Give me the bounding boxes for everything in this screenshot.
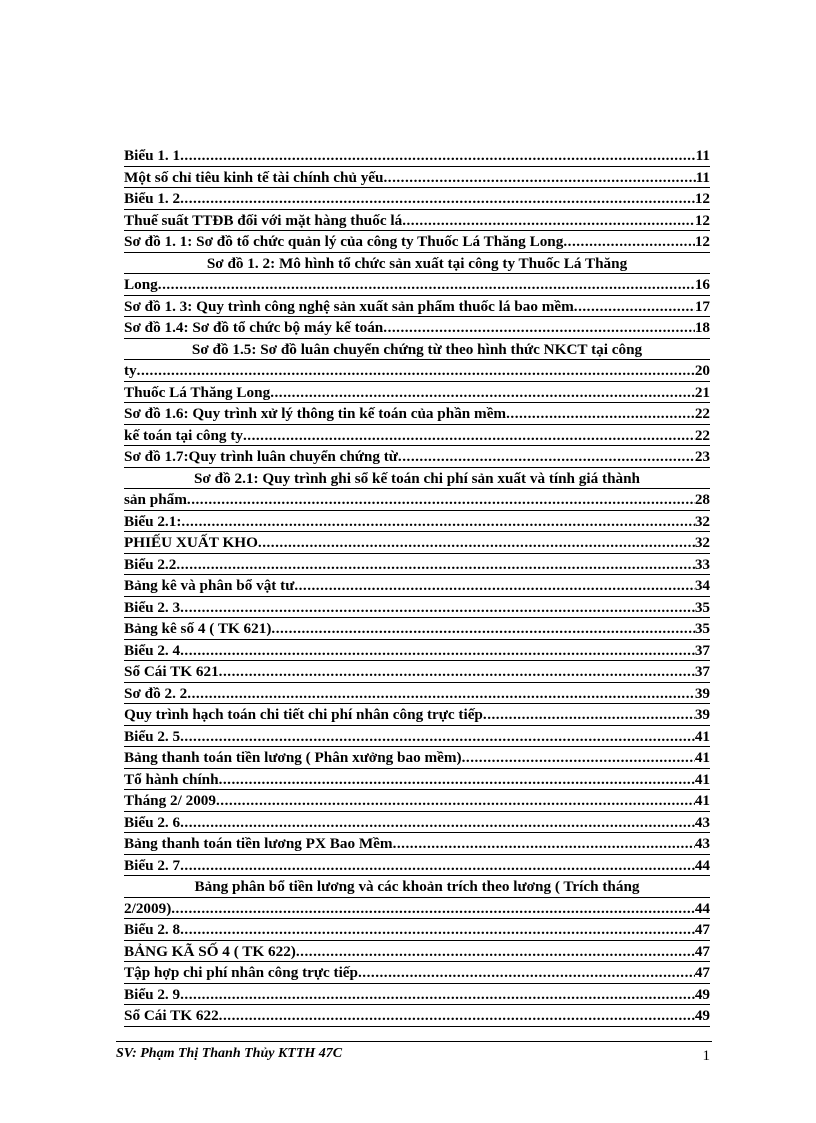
toc-dot-leader bbox=[176, 554, 694, 576]
toc-entry-page: 18 bbox=[694, 319, 710, 336]
toc-entry-page: 20 bbox=[694, 362, 710, 379]
toc-entry[interactable] bbox=[124, 790, 710, 812]
toc-entry-title: Quy trình hạch toán chi tiết chi phí nhân công trực tiếp bbox=[124, 706, 483, 723]
toc-dot-leader bbox=[574, 296, 695, 318]
toc-dot-leader bbox=[180, 597, 695, 619]
toc-entry-page: 11 bbox=[695, 168, 710, 186]
footer-page-number: 1 bbox=[702, 1048, 710, 1064]
toc-entry-page: 12 bbox=[694, 190, 710, 207]
toc-entry[interactable] bbox=[124, 317, 710, 339]
toc-entry-page: 11 bbox=[695, 147, 710, 164]
toc-entry[interactable] bbox=[124, 962, 710, 984]
toc-entry-page: 44 bbox=[694, 856, 710, 874]
toc-dot-leader bbox=[294, 575, 695, 597]
toc-entry-page: 43 bbox=[694, 813, 710, 831]
toc-entry-title: Biểu 2. 4 bbox=[124, 641, 181, 659]
toc-entry-page: 35 bbox=[694, 598, 710, 616]
toc-entry[interactable] bbox=[124, 554, 710, 576]
toc-entry-title: Tổ hành chính bbox=[124, 770, 219, 788]
toc-dot-leader bbox=[270, 382, 695, 404]
toc-entry-title: Biểu 2. 6 bbox=[124, 813, 181, 831]
toc-entry[interactable] bbox=[124, 403, 710, 425]
toc-dot-leader bbox=[171, 898, 695, 920]
toc-entry-title: sản phẩm bbox=[124, 491, 187, 508]
toc-entry[interactable] bbox=[124, 511, 710, 533]
toc-entry-page: 23 bbox=[694, 448, 710, 465]
toc-entry[interactable] bbox=[124, 339, 710, 361]
toc-entry-page: 12 bbox=[694, 233, 710, 250]
toc-dot-leader bbox=[219, 1005, 695, 1027]
toc-entry-title: Sơ đồ 1.5: Sơ đồ luân chuyển chứng từ theo hình thức NKCT tại công bbox=[191, 340, 643, 358]
toc-entry-page: 32 bbox=[694, 512, 710, 530]
toc-entry[interactable] bbox=[124, 941, 710, 963]
toc-dot-leader bbox=[216, 790, 695, 812]
toc-entry-page: 22 bbox=[694, 405, 710, 422]
toc-entry[interactable] bbox=[124, 296, 710, 318]
toc-entry[interactable] bbox=[124, 984, 710, 1006]
toc-dot-leader bbox=[158, 274, 695, 296]
toc-entry-page: 37 bbox=[694, 663, 710, 680]
toc-entry-title: Sơ đồ 1.6: Quy trình xử lý thông tin kế toán của phần mềm bbox=[124, 405, 507, 422]
footer-author: SV: Phạm Thị Thanh Thủy KTTH 47C bbox=[116, 1046, 343, 1061]
toc-dot-leader bbox=[180, 640, 695, 662]
toc-entry-title: Sơ đồ 1. 3: Quy trình công nghệ sản xuất sản phẩm thuốc lá bao mềm bbox=[124, 297, 574, 315]
toc-entry-page: 35 bbox=[694, 620, 710, 637]
toc-entry-page: 43 bbox=[694, 835, 710, 852]
toc-entry[interactable] bbox=[124, 231, 710, 253]
toc-entry-title: Sơ đồ 2. 2 bbox=[124, 684, 188, 702]
toc-entry-title: Tháng 2/ 2009 bbox=[124, 792, 216, 809]
toc-entry-page: 49 bbox=[694, 1007, 710, 1024]
toc-entry[interactable] bbox=[124, 640, 710, 662]
toc-dot-leader bbox=[506, 403, 695, 425]
toc-entry[interactable] bbox=[124, 446, 710, 468]
toc-entry-title: Sơ đồ 1. 2: Mô hình tổ chức sản xuất tại công ty Thuốc Lá Thăng bbox=[206, 254, 628, 272]
toc-entry-page: 41 bbox=[694, 770, 710, 788]
toc-dot-leader bbox=[180, 919, 695, 941]
toc-dot-leader bbox=[187, 683, 695, 705]
toc-entry[interactable] bbox=[124, 898, 710, 920]
toc-entry-title: Biểu 2. 5 bbox=[124, 727, 181, 745]
toc-dot-leader bbox=[180, 726, 695, 748]
toc-entry[interactable] bbox=[124, 683, 710, 705]
toc-dot-leader bbox=[180, 984, 695, 1006]
toc-dot-leader bbox=[462, 747, 695, 769]
toc-entry[interactable] bbox=[124, 425, 710, 447]
toc-entry-page: 37 bbox=[694, 641, 710, 659]
toc-entry-page: 47 bbox=[694, 964, 710, 981]
toc-dot-leader bbox=[180, 188, 695, 210]
toc-entry[interactable] bbox=[124, 747, 710, 769]
toc-entry[interactable] bbox=[124, 468, 710, 490]
toc-dot-leader bbox=[393, 833, 695, 855]
toc-entry-page: 12 bbox=[694, 211, 710, 229]
toc-dot-leader bbox=[180, 145, 696, 167]
toc-entry[interactable] bbox=[124, 360, 710, 382]
toc-entry-title: Sổ Cái TK 621 bbox=[124, 663, 219, 680]
toc-entry-title: Sơ đồ 1.7:Quy trình luân chuyển chứng từ bbox=[124, 448, 398, 465]
toc-entry-page: 47 bbox=[694, 921, 710, 938]
toc-entry[interactable] bbox=[124, 145, 710, 167]
toc-dot-leader bbox=[258, 532, 695, 554]
toc-dot-leader bbox=[483, 704, 695, 726]
toc-dot-leader bbox=[180, 855, 695, 877]
toc-entry[interactable] bbox=[124, 532, 710, 554]
toc-entry-title: Sơ đồ 1. 1: Sơ đồ tổ chức quản lý của công ty Thuốc Lá Thăng Long bbox=[124, 233, 564, 250]
toc-entry[interactable] bbox=[124, 597, 710, 619]
toc-entry-title: Thuốc Lá Thăng Long bbox=[124, 383, 271, 401]
toc-entry[interactable] bbox=[124, 919, 710, 941]
toc-dot-leader bbox=[187, 489, 695, 511]
toc-entry-page: 39 bbox=[694, 684, 710, 702]
toc-entry[interactable] bbox=[124, 855, 710, 877]
toc-entry-page: 16 bbox=[694, 276, 710, 293]
toc-entry[interactable] bbox=[124, 769, 710, 791]
toc-entry-page: 41 bbox=[694, 749, 710, 766]
toc-dot-leader bbox=[181, 511, 694, 533]
toc-entry-title: Tập hợp chi phí nhân công trực tiếp bbox=[124, 964, 358, 981]
toc-entry[interactable] bbox=[124, 726, 710, 748]
toc-entry-title: PHIẾU XUẤT KHO bbox=[124, 534, 258, 551]
toc-entry[interactable] bbox=[124, 167, 710, 189]
toc-entry[interactable] bbox=[124, 704, 710, 726]
toc-entry[interactable] bbox=[124, 382, 710, 404]
toc-entry-page: 47 bbox=[694, 942, 710, 960]
toc-dot-leader bbox=[563, 231, 694, 253]
toc-entry-page: 49 bbox=[694, 985, 710, 1003]
toc-dot-leader bbox=[271, 618, 694, 640]
toc-entry-title: Bảng phân bổ tiền lương và các khoản trích theo lương ( Trích tháng bbox=[194, 878, 640, 895]
toc-entry-page: 33 bbox=[694, 555, 710, 573]
toc-entry-title: Bảng kê số 4 ( TK 621) bbox=[124, 620, 272, 637]
toc-entry-page: 34 bbox=[694, 577, 710, 594]
toc-entry-title: BẢNG KÃ SỐ 4 ( TK 622) bbox=[124, 942, 296, 960]
toc-entry-page: 28 bbox=[694, 491, 710, 508]
toc-entry[interactable] bbox=[124, 618, 710, 640]
toc-entry[interactable] bbox=[124, 1005, 710, 1027]
toc-dot-leader bbox=[402, 210, 695, 232]
toc-entry-title: Thuế suất TTĐB đối với mặt hàng thuốc lá bbox=[124, 211, 403, 229]
footer-divider bbox=[116, 1041, 712, 1042]
toc-entry[interactable] bbox=[124, 274, 710, 296]
toc-entry[interactable] bbox=[124, 489, 710, 511]
toc-dot-leader bbox=[296, 941, 695, 963]
toc-dot-leader bbox=[358, 962, 695, 984]
toc-entry-title: Bảng kê và phân bổ vật tư bbox=[124, 577, 295, 594]
toc-entry-title: Sơ đồ 2.1: Quy trình ghi sổ kế toán chi phí sản xuất và tính giá thành bbox=[193, 469, 640, 487]
toc-entry-page: 32 bbox=[694, 534, 710, 551]
toc-entry-title: Biểu 1. 2 bbox=[124, 190, 181, 207]
toc-entry-page: 22 bbox=[694, 426, 710, 444]
toc-entry[interactable] bbox=[124, 661, 710, 683]
toc-entry-page: 17 bbox=[694, 297, 710, 315]
toc-entry-title: ty bbox=[124, 362, 137, 379]
toc-entry-title: Một số chỉ tiêu kinh tế tài chính chủ yếu bbox=[124, 168, 384, 186]
toc-entry-page: 39 bbox=[694, 706, 710, 723]
toc-entry[interactable] bbox=[124, 575, 710, 597]
toc-entry-title: Biểu 2. 3 bbox=[124, 598, 181, 616]
toc-entry-page: 41 bbox=[694, 792, 710, 809]
toc-dot-leader bbox=[243, 425, 695, 447]
toc-entry-title: Biểu 2.2 bbox=[124, 555, 177, 573]
toc-entry[interactable] bbox=[124, 188, 710, 210]
toc-entry[interactable] bbox=[124, 876, 710, 898]
toc-dot-leader bbox=[383, 167, 695, 189]
toc-entry-title: Biểu 1. 1 bbox=[124, 147, 181, 164]
toc-entry-title: Biểu 2. 9 bbox=[124, 985, 181, 1003]
toc-entry-title: Long bbox=[124, 276, 158, 293]
toc-entry-title: kế toán tại công ty bbox=[124, 426, 243, 444]
toc-entry-title: Sổ Cái TK 622 bbox=[124, 1007, 219, 1024]
toc-entry[interactable] bbox=[124, 210, 710, 232]
toc-entry[interactable] bbox=[124, 253, 710, 275]
toc-entry-title: Sơ đồ 1.4: Sơ đồ tổ chức bộ máy kế toán bbox=[124, 319, 384, 336]
table-of-contents bbox=[124, 145, 710, 1027]
toc-entry-title: Bảng thanh toán tiền lương PX Bao Mềm bbox=[124, 835, 393, 852]
toc-entry-page: 21 bbox=[694, 383, 710, 401]
toc-entry[interactable] bbox=[124, 812, 710, 834]
toc-entry-title: Biểu 2. 8 bbox=[124, 921, 181, 938]
toc-dot-leader bbox=[398, 446, 695, 468]
toc-entry-page: 41 bbox=[694, 727, 710, 745]
toc-dot-leader bbox=[180, 812, 695, 834]
toc-dot-leader bbox=[219, 661, 695, 683]
toc-entry-title: 2/2009) bbox=[124, 899, 172, 917]
toc-dot-leader bbox=[383, 317, 695, 339]
toc-entry-page: 44 bbox=[694, 899, 710, 917]
toc-entry[interactable] bbox=[124, 833, 710, 855]
toc-entry-title: Biểu 2. 7 bbox=[124, 856, 181, 874]
toc-dot-leader bbox=[219, 769, 695, 791]
toc-dot-leader bbox=[137, 360, 695, 382]
toc-entry-title: Bảng thanh toán tiền lương ( Phân xưởng bao mềm) bbox=[124, 749, 462, 766]
toc-entry-title: Biểu 2.1: bbox=[124, 512, 182, 530]
